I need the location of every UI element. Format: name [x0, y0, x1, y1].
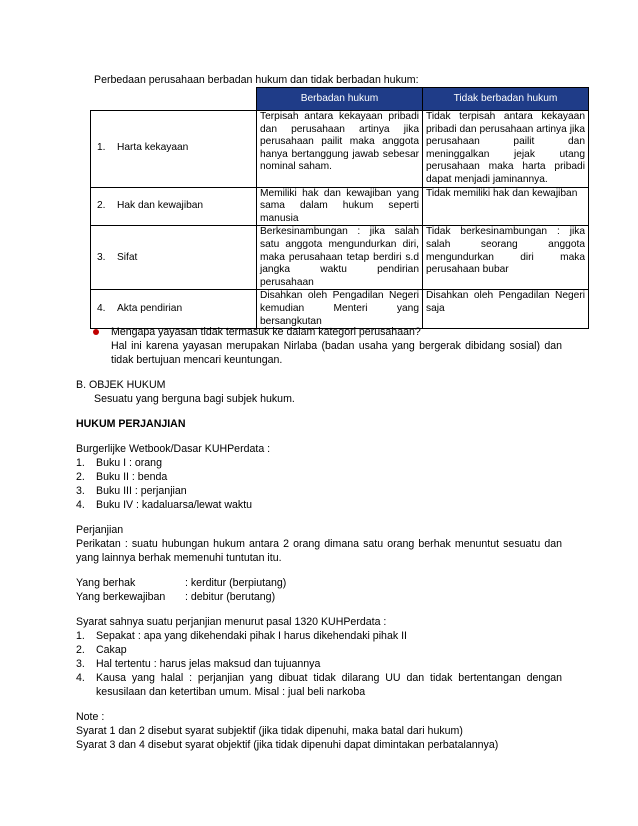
- bullet-answer-line: Hal ini karena yayasan merupakan Nirlaba (badan usaha yang bergerak dibidang sosial) dan: [111, 340, 562, 352]
- section-heading: HUKUM PERJANJIAN: [76, 418, 186, 430]
- row-label: 2. Hak dan kewajiban: [91, 187, 257, 226]
- table-header-tidak-berbadan: Tidak berbadan hukum: [423, 88, 589, 111]
- note-line: Syarat 3 dan 4 disebut syarat objektif (jika tidak dipenuhi dapat dimintakan perbatalannya): [76, 739, 499, 751]
- list-item: 3. Hal tertentu : harus jelas maksud dan tujuannya: [76, 658, 321, 670]
- table-row: [91, 290, 589, 329]
- table-header-empty: [91, 88, 257, 111]
- row-cell-tidak-berbadan: Tidak terpisah antara kekayaan pribadi dan perusahaan artinya jika perusahaan pailit dan meninggalkan jejak utang perusahaan maka harta pribadi dapat menjadi jaminannya.: [423, 111, 589, 188]
- table-row: [91, 111, 589, 188]
- table-intro: Perbedaan perusahaan berbadan hukum dan tidak berbadan hukum:: [94, 74, 419, 86]
- row-cell-tidak-berbadan: Tidak memiliki hak dan kewajiban: [423, 187, 589, 226]
- bullet-icon: [93, 329, 99, 335]
- row-cell-berbadan: Terpisah antara kekayaan pribadi dan perusahaan artinya jika perusahaan pailit maka anggota hanya bertanggung jawab sebesar nominal saham.: [257, 111, 423, 188]
- list-item: 1. Sepakat : apa yang dikehendaki pihak I harus dikehendaki pihak II: [76, 630, 407, 642]
- row-cell-berbadan: Berkesinambungan : jika salah satu anggota mengundurkan diri, maka perusahaan tetap berdiri s.d jangka waktu pendirian perusahaan: [257, 226, 423, 290]
- perjanjian-label: Perjanjian: [76, 524, 124, 536]
- list-item: 1. Buku I : orang: [76, 457, 162, 469]
- row-cell-tidak-berbadan: Disahkan oleh Pengadilan Negeri saja: [423, 290, 589, 329]
- list-item: 4. Buku IV : kadaluarsa/lewat waktu: [76, 499, 253, 511]
- list-item: 2. Cakap: [76, 644, 127, 656]
- row-label: 3. Sifat: [91, 226, 257, 290]
- table-row: [91, 226, 589, 290]
- note-line: Syarat 1 dan 2 disebut syarat subjektif (jika tidak dipenuhi, maka batal dari hukum): [76, 725, 463, 737]
- note-heading: Note :: [76, 711, 105, 723]
- list-item: 3. Buku III : perjanjian: [76, 485, 187, 497]
- berkewajiban-label: Yang berkewajiban: [76, 591, 166, 603]
- comparison-table: [90, 87, 589, 329]
- row-cell-berbadan: Memiliki hak dan kewajiban yang sama dalam hukum seperti manusia: [257, 187, 423, 226]
- section-b-text: Sesuatu yang berguna bagi subjek hukum.: [94, 393, 295, 405]
- bullet-question: Mengapa yayasan tidak termasuk ke dalam kategori perusahaan?: [111, 326, 421, 338]
- syarat-heading: Syarat sahnya suatu perjanjian menurut pasal 1320 KUHPerdata :: [76, 616, 387, 628]
- section-b-heading: B. OBJEK HUKUM: [76, 379, 166, 391]
- row-label: 4. Akta pendirian: [91, 290, 257, 329]
- perikatan-line: yang lainnya berhak memenuhi tuntutan itu.: [76, 552, 282, 564]
- row-cell-berbadan: Disahkan oleh Pengadilan Negeri kemudian Menteri yang bersangkutan: [257, 290, 423, 329]
- list-item: 2. Buku II : benda: [76, 471, 168, 483]
- bullet-answer-line: tidak bertujuan mencari keuntungan.: [111, 354, 283, 366]
- berkewajiban-value: : debitur (berutang): [185, 591, 276, 603]
- berhak-value: : kerditur (berpiutang): [185, 577, 287, 589]
- syarat-continuation: kesusilaan dan ketertiban umum. Misal : jual beli narkoba: [96, 686, 366, 698]
- berhak-label: Yang berhak: [76, 577, 136, 589]
- table-header-berbadan: Berbadan hukum: [257, 88, 423, 111]
- table-row: [91, 187, 589, 226]
- table-header-row: [91, 88, 589, 111]
- burgerlijke-title: Burgerlijke Wetbook/Dasar KUHPerdata :: [76, 443, 271, 455]
- list-item: 4. Kausa yang halal : perjanjian yang dibuat tidak dilarang UU dan tidak bertentangan dengan: [76, 672, 562, 684]
- perikatan-line: Perikatan : suatu hubungan hukum antara 2 orang dimana satu orang berhak menuntut sesuatu dan: [76, 538, 562, 550]
- row-cell-tidak-berbadan: Tidak berkesinambungan : jika salah seorang anggota mengundurkan diri maka perusahaan bubar: [423, 226, 589, 290]
- row-label: 1. Harta kekayaan: [91, 111, 257, 188]
